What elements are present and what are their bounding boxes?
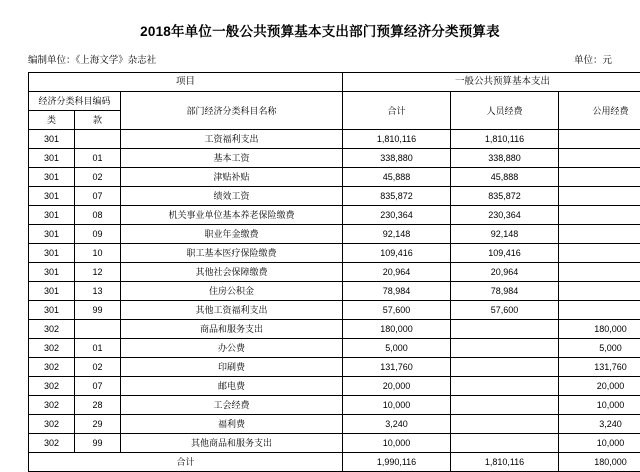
table-row: [29, 225, 640, 244]
cell-personnel: 230,364: [451, 206, 559, 225]
cell-total: 92,148: [343, 225, 451, 244]
cell-lei: 301: [29, 187, 75, 206]
cell-kuan: 02: [75, 168, 121, 187]
header-group-item: 项目: [29, 73, 343, 92]
table-row: [29, 149, 640, 168]
cell-total: 835,872: [343, 187, 451, 206]
cell-total: 1,810,116: [343, 130, 451, 149]
page-title: 2018年单位一般公共预算基本支出部门预算经济分类预算表: [28, 0, 612, 52]
cell-kuan: 08: [75, 206, 121, 225]
cell-personnel: 45,888: [451, 168, 559, 187]
table-row: [29, 396, 640, 415]
cell-kuan: 09: [75, 225, 121, 244]
cell-public: [559, 149, 640, 168]
table-row: [29, 187, 640, 206]
total-row-total: 1,990,116: [343, 453, 451, 472]
total-row-public: 180,000: [559, 453, 640, 472]
prepared-by-label: 编制单位：: [28, 55, 76, 66]
total-row-label: 合计: [29, 453, 343, 472]
cell-name: 工资福利支出: [121, 130, 343, 149]
table-row: [29, 415, 640, 434]
table-row: [29, 434, 640, 453]
cell-public: [559, 263, 640, 282]
cell-public: 131,760: [559, 358, 640, 377]
cell-name: 办公费: [121, 339, 343, 358]
cell-lei: 301: [29, 149, 75, 168]
table-row: [29, 206, 640, 225]
cell-kuan: 07: [75, 377, 121, 396]
cell-lei: 302: [29, 396, 75, 415]
table-body: [29, 130, 640, 453]
cell-personnel: [451, 434, 559, 453]
cell-public: [559, 244, 640, 263]
cell-name: 印刷费: [121, 358, 343, 377]
table-row: [29, 168, 640, 187]
cell-personnel: [451, 358, 559, 377]
cell-name: 其他社会保障缴费: [121, 263, 343, 282]
document-meta: [28, 52, 612, 72]
cell-kuan: 29: [75, 415, 121, 434]
cell-personnel: 78,984: [451, 282, 559, 301]
cell-lei: 301: [29, 130, 75, 149]
cell-personnel: 57,600: [451, 301, 559, 320]
total-row-personnel: 1,810,116: [451, 453, 559, 472]
cell-personnel: 92,148: [451, 225, 559, 244]
cell-public: [559, 187, 640, 206]
table-row: [29, 244, 640, 263]
cell-personnel: [451, 339, 559, 358]
cell-name: 商品和服务支出: [121, 320, 343, 339]
cell-lei: 302: [29, 415, 75, 434]
cell-kuan: 10: [75, 244, 121, 263]
header-row-groups: [29, 73, 640, 92]
cell-name: 其他商品和服务支出: [121, 434, 343, 453]
cell-public: 5,000: [559, 339, 640, 358]
cell-total: 5,000: [343, 339, 451, 358]
cell-kuan: 99: [75, 301, 121, 320]
table-row: [29, 320, 640, 339]
header-kuan: 款: [75, 111, 121, 130]
header-personnel: 人员经费: [451, 92, 559, 130]
cell-lei: 301: [29, 168, 75, 187]
cell-kuan: 99: [75, 434, 121, 453]
header-total: 合计: [343, 92, 451, 130]
header-group-amount: 一般公共预算基本支出: [343, 73, 640, 92]
cell-name: 职工基本医疗保险缴费: [121, 244, 343, 263]
cell-total: 45,888: [343, 168, 451, 187]
cell-total: 20,000: [343, 377, 451, 396]
cell-personnel: 109,416: [451, 244, 559, 263]
cell-total: 78,984: [343, 282, 451, 301]
cell-kuan: 02: [75, 358, 121, 377]
cell-name: 福利费: [121, 415, 343, 434]
cell-public: 20,000: [559, 377, 640, 396]
cell-name: 绩效工资: [121, 187, 343, 206]
cell-total: 338,880: [343, 149, 451, 168]
cell-name: 津贴补贴: [121, 168, 343, 187]
cell-name: 邮电费: [121, 377, 343, 396]
cell-kuan: 01: [75, 149, 121, 168]
cell-lei: 302: [29, 434, 75, 453]
cell-kuan: 28: [75, 396, 121, 415]
cell-kuan: [75, 320, 121, 339]
cell-public: [559, 130, 640, 149]
cell-name: 住房公积金: [121, 282, 343, 301]
table-row: [29, 377, 640, 396]
cell-total: 3,240: [343, 415, 451, 434]
cell-public: [559, 225, 640, 244]
table-row: [29, 130, 640, 149]
header-row-subgroups: [29, 92, 640, 111]
cell-lei: 301: [29, 244, 75, 263]
cell-lei: 301: [29, 282, 75, 301]
header-name-col: 部门经济分类科目名称: [121, 92, 343, 130]
cell-personnel: [451, 320, 559, 339]
table-row: [29, 282, 640, 301]
cell-kuan: 01: [75, 339, 121, 358]
budget-table: [28, 72, 640, 472]
cell-name: 其他工资福利支出: [121, 301, 343, 320]
cell-public: 10,000: [559, 396, 640, 415]
cell-name: 基本工资: [121, 149, 343, 168]
cell-total: 131,760: [343, 358, 451, 377]
cell-total: 230,364: [343, 206, 451, 225]
cell-lei: 302: [29, 339, 75, 358]
cell-public: [559, 206, 640, 225]
cell-kuan: 13: [75, 282, 121, 301]
header-lei: 类: [29, 111, 75, 130]
cell-public: 180,000: [559, 320, 640, 339]
cell-personnel: [451, 396, 559, 415]
cell-personnel: 338,880: [451, 149, 559, 168]
cell-public: [559, 168, 640, 187]
cell-personnel: 20,964: [451, 263, 559, 282]
prepared-by: [28, 52, 156, 66]
table-row: [29, 301, 640, 320]
cell-personnel: [451, 377, 559, 396]
cell-public: 3,240: [559, 415, 640, 434]
cell-name: 机关事业单位基本养老保险缴费: [121, 206, 343, 225]
cell-name: 工会经费: [121, 396, 343, 415]
cell-lei: 302: [29, 320, 75, 339]
table-row: [29, 358, 640, 377]
total-row: [29, 453, 640, 472]
cell-public: [559, 301, 640, 320]
cell-total: 57,600: [343, 301, 451, 320]
cell-personnel: 1,810,116: [451, 130, 559, 149]
cell-total: 10,000: [343, 396, 451, 415]
table-row: [29, 263, 640, 282]
cell-total: 180,000: [343, 320, 451, 339]
table-header: [29, 73, 640, 130]
cell-lei: 301: [29, 206, 75, 225]
cell-personnel: [451, 415, 559, 434]
cell-lei: 301: [29, 263, 75, 282]
cell-kuan: 07: [75, 187, 121, 206]
cell-personnel: 835,872: [451, 187, 559, 206]
header-public: 公用经费: [559, 92, 640, 130]
header-code-group: 经济分类科目编码: [29, 92, 121, 111]
prepared-by-value: 《上海文学》杂志社: [76, 55, 157, 66]
cell-kuan: 12: [75, 263, 121, 282]
cell-public: [559, 282, 640, 301]
cell-total: 10,000: [343, 434, 451, 453]
cell-lei: 301: [29, 225, 75, 244]
table-row: [29, 339, 640, 358]
table-footer: [29, 453, 640, 472]
unit-label: 单位：元: [574, 52, 612, 66]
cell-lei: 302: [29, 377, 75, 396]
cell-lei: 302: [29, 358, 75, 377]
cell-total: 20,964: [343, 263, 451, 282]
cell-public: 10,000: [559, 434, 640, 453]
cell-total: 109,416: [343, 244, 451, 263]
cell-lei: 301: [29, 301, 75, 320]
cell-name: 职业年金缴费: [121, 225, 343, 244]
cell-kuan: [75, 130, 121, 149]
